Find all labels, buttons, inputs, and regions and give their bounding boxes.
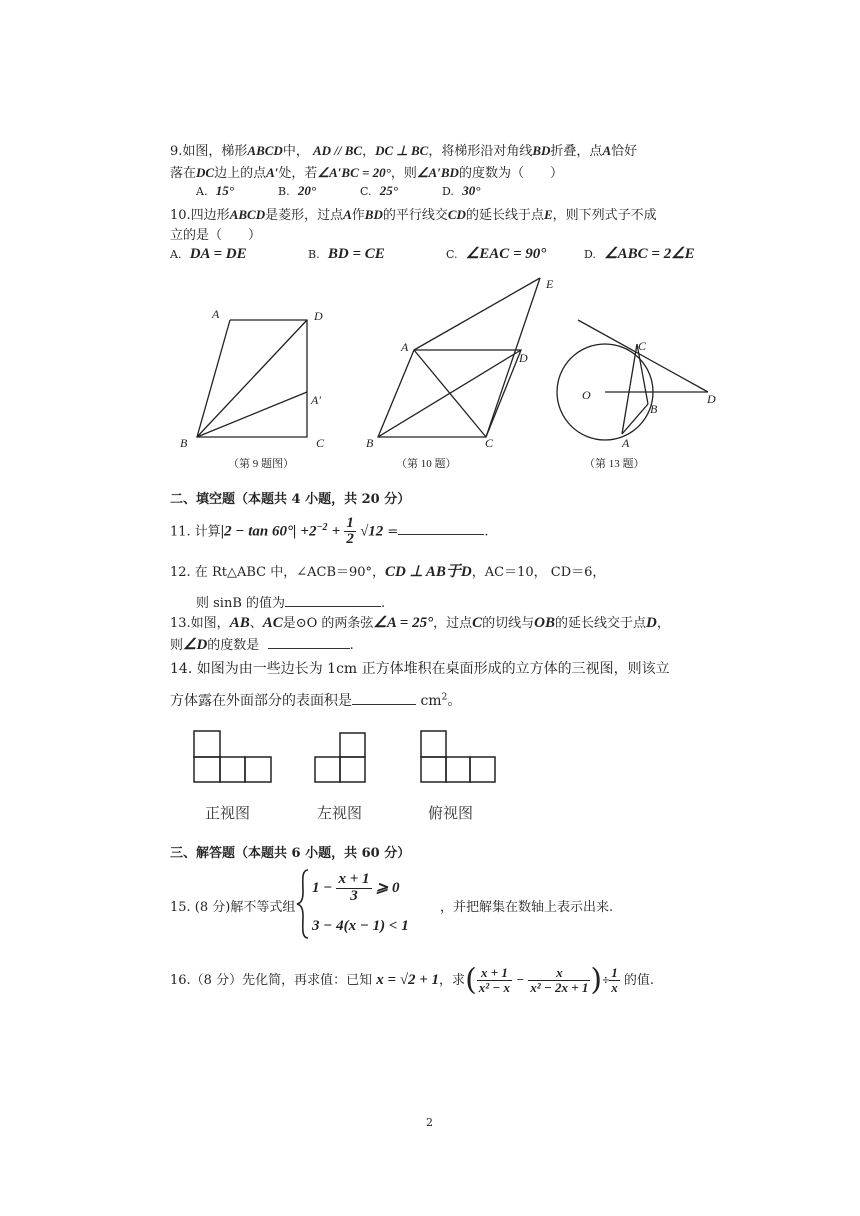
answer-blank-14[interactable] xyxy=(352,704,416,705)
question-9-line-2: 落在DC边上的点A′处，若∠A′BC = 20°，则∠A′BD的度数为（ ） xyxy=(170,165,563,181)
front-view xyxy=(194,731,271,782)
fig9-label-c: C xyxy=(316,436,325,450)
fraction-one-half: $\frac{1}{2}$ xyxy=(346,514,354,548)
fig13-label-a: A xyxy=(622,436,630,450)
question-16: 16.（8 分）先化简，再求值：已知 x = √2 + 1，求( $\frac{x + 1}{\text{x² − x}}$ − $\frac{x}{\text{x² − 2x + 1}}$ )÷ $\frac{1}{x}$ 的值. xyxy=(170,962,655,998)
fig9-caption: （第 9 题图） xyxy=(228,458,294,470)
figure-9-trapezoid xyxy=(197,320,307,437)
question-12-line-2: 则 sinB 的值为 . xyxy=(196,596,386,611)
question-15-prefix: 15. (8 分)解不等式组 xyxy=(170,900,296,915)
page-number: 2 xyxy=(426,1116,433,1129)
fig10-label-b: B xyxy=(366,436,374,450)
inequality-2: 3 − 4(x − 1) < 1 xyxy=(312,918,409,934)
side-view xyxy=(315,733,365,782)
question-10-options xyxy=(170,244,734,263)
fig10-label-e: E xyxy=(546,277,554,291)
section-3-title: 三、解答题（本题共 6 小题，共 60 分） xyxy=(170,846,411,861)
fig13-label-o: O xyxy=(582,388,591,402)
question-10-line-2: 立的是（ ） xyxy=(170,228,262,243)
fig13-label-c: C xyxy=(638,339,647,353)
question-14-line-1: 14. 如图为由一些边长为 1cm 正方体堆积在桌面形成的立方体的三视图，则该立 xyxy=(170,661,670,677)
side-view-label: 左视图 xyxy=(317,806,363,822)
top-view-label: 俯视图 xyxy=(428,806,474,822)
question-11: 11. 计算$|2 - \tan 60^\circ| +2^{-2}$ + $\frac{1}{2}$ √12 = . xyxy=(170,514,489,548)
question-13-line-1: 13.如图，AB、AC是⊙O 的两条弦∠A = 25°，过点C的切线与OB的延长线交于点D， xyxy=(170,615,670,631)
fig10-label-a: A xyxy=(401,340,409,354)
fig10-caption: （第 10 题） xyxy=(396,458,457,470)
front-view-label: 正视图 xyxy=(205,806,251,822)
figure-10-rhombus xyxy=(378,278,540,437)
fig9-label-a: A xyxy=(212,307,220,321)
figures-row xyxy=(0,270,860,480)
question-9-options xyxy=(196,183,524,199)
option-d: D. ∠ABC = 2∠E xyxy=(584,246,695,262)
option-c: C. ∠EAC = 90° xyxy=(446,246,547,262)
fig9-label-b: B xyxy=(180,436,188,450)
answer-blank-12[interactable] xyxy=(285,606,381,607)
option-c: C. 25° xyxy=(360,183,398,198)
answer-blank-13[interactable] xyxy=(268,648,350,649)
question-14-line-2: 方体露在外面部分的表面积是 $cm^2$。 xyxy=(170,692,462,709)
fig13-label-b: B xyxy=(650,402,658,416)
answer-blank-11[interactable] xyxy=(398,534,484,535)
fraction-x-plus-1-over-3: $\frac{x + 1}{3}$ xyxy=(338,871,370,904)
option-b: B. 20° xyxy=(278,183,317,198)
fraction-2: $\frac{x}{\text{x² − 2x + 1}}$ xyxy=(530,965,589,995)
figure-13-circle xyxy=(557,320,708,440)
fraction-3: $\frac{1}{x}$ xyxy=(611,965,618,995)
system-brace xyxy=(296,868,310,940)
option-d: D. 30° xyxy=(442,183,481,198)
fig10-label-d: D xyxy=(519,351,528,365)
question-13-line-2: 则∠D的度数是 . xyxy=(170,637,354,653)
option-a: A. 15° xyxy=(196,183,234,198)
option-a: A. DA = DE xyxy=(170,246,247,262)
fig9-label-ap: A′ xyxy=(311,393,321,407)
fig13-label-d: D xyxy=(707,392,716,406)
top-view xyxy=(421,731,495,782)
question-15-suffix: ，并把解集在数轴上表示出来. xyxy=(440,900,614,915)
question-12-line-1: 12. 在 Rt△ABC 中，∠ACB＝90°，CD ⊥ AB于D，AC＝10， CD＝6， xyxy=(170,564,606,580)
question-10-line-1: 10.四边形ABCD是菱形，过点A作BD的平行线交CD的延长线于点E，则下列式子不成 xyxy=(170,207,657,223)
option-b: B. BD = CE xyxy=(308,246,385,262)
fraction-1: $\frac{x + 1}{\text{x² − x}}$ xyxy=(478,965,511,995)
three-views-figure xyxy=(0,720,860,830)
section-2-title: 二、填空题（本题共 4 小题，共 20 分） xyxy=(170,492,411,507)
fig10-label-c: C xyxy=(485,436,494,450)
fig13-caption: （第 13 题） xyxy=(584,458,645,470)
question-9-line-1: 9.如图，梯形ABCD中， AD // BC，DC ⊥ BC，将梯形沿对角线BD折叠，点A恰好 xyxy=(170,143,638,159)
inequality-1: 1 − $\frac{x + 1}{3}$ ⩾ 0 xyxy=(312,871,400,904)
fig9-label-d: D xyxy=(314,309,323,323)
